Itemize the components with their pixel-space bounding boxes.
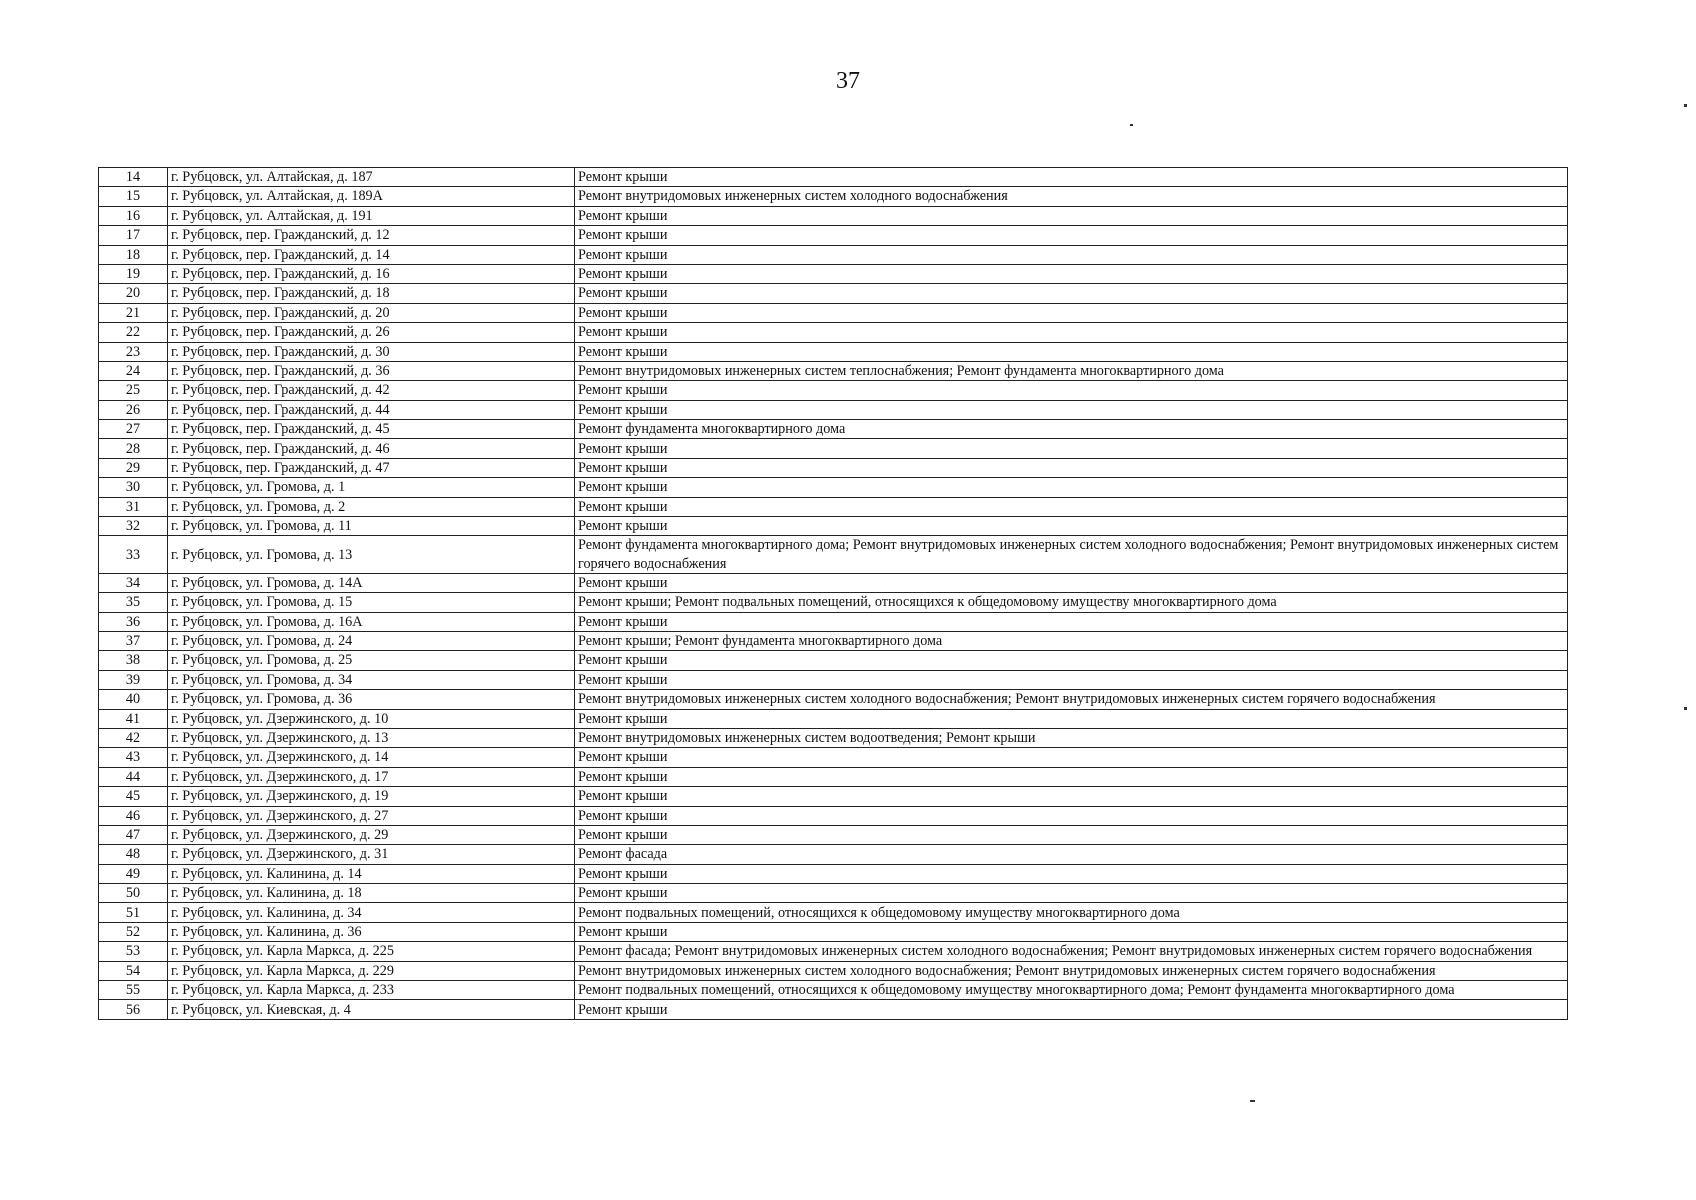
row-work-type: Ремонт внутридомовых инженерных систем водоотведения; Ремонт крыши — [575, 728, 1568, 747]
table-row — [99, 381, 1568, 400]
row-number: 33 — [99, 536, 168, 573]
row-address: г. Рубцовск, ул. Громова, д. 25 — [168, 651, 575, 670]
row-number: 54 — [99, 961, 168, 980]
table-row — [99, 323, 1568, 342]
row-work-type: Ремонт крыши — [575, 168, 1568, 187]
table-row — [99, 922, 1568, 941]
row-address: г. Рубцовск, ул. Калинина, д. 14 — [168, 864, 575, 883]
row-number: 42 — [99, 728, 168, 747]
row-number: 36 — [99, 612, 168, 631]
row-number: 44 — [99, 767, 168, 786]
row-work-type: Ремонт крыши — [575, 245, 1568, 264]
row-address: г. Рубцовск, ул. Алтайская, д. 189А — [168, 187, 575, 206]
row-address: г. Рубцовск, ул. Дзержинского, д. 14 — [168, 748, 575, 767]
row-number: 37 — [99, 632, 168, 651]
row-address: г. Рубцовск, ул. Громова, д. 15 — [168, 593, 575, 612]
row-address: г. Рубцовск, ул. Калинина, д. 34 — [168, 903, 575, 922]
row-work-type: Ремонт крыши — [575, 670, 1568, 689]
row-work-type: Ремонт крыши — [575, 323, 1568, 342]
row-work-type: Ремонт фасада — [575, 845, 1568, 864]
row-work-type: Ремонт крыши — [575, 381, 1568, 400]
table-row — [99, 400, 1568, 419]
row-work-type: Ремонт крыши — [575, 400, 1568, 419]
row-number: 22 — [99, 323, 168, 342]
row-address: г. Рубцовск, ул. Дзержинского, д. 17 — [168, 767, 575, 786]
row-address: г. Рубцовск, ул. Дзержинского, д. 29 — [168, 825, 575, 844]
row-address: г. Рубцовск, пер. Гражданский, д. 12 — [168, 226, 575, 245]
row-address: г. Рубцовск, ул. Дзержинского, д. 31 — [168, 845, 575, 864]
row-number: 21 — [99, 303, 168, 322]
table-row — [99, 420, 1568, 439]
row-address: г. Рубцовск, ул. Громова, д. 24 — [168, 632, 575, 651]
row-address: г. Рубцовск, ул. Карла Маркса, д. 229 — [168, 961, 575, 980]
table-row — [99, 651, 1568, 670]
row-address: г. Рубцовск, ул. Карла Маркса, д. 233 — [168, 981, 575, 1000]
row-number: 20 — [99, 284, 168, 303]
scan-speck — [1250, 1100, 1255, 1102]
row-address: г. Рубцовск, пер. Гражданский, д. 18 — [168, 284, 575, 303]
row-number: 53 — [99, 942, 168, 961]
table-row — [99, 187, 1568, 206]
row-work-type: Ремонт крыши — [575, 573, 1568, 592]
row-work-type: Ремонт крыши — [575, 206, 1568, 225]
row-address: г. Рубцовск, ул. Громова, д. 14А — [168, 573, 575, 592]
table-row — [99, 245, 1568, 264]
table-row — [99, 517, 1568, 536]
table-row — [99, 206, 1568, 225]
row-number: 16 — [99, 206, 168, 225]
row-address: г. Рубцовск, пер. Гражданский, д. 42 — [168, 381, 575, 400]
table-row — [99, 497, 1568, 516]
table-row — [99, 709, 1568, 728]
row-address: г. Рубцовск, ул. Киевская, д. 4 — [168, 1000, 575, 1019]
row-work-type: Ремонт крыши — [575, 264, 1568, 283]
row-work-type: Ремонт подвальных помещений, относящихся к общедомовому имуществу многоквартирного дома; Ремонт фундамента многоквартирного дома — [575, 981, 1568, 1000]
row-number: 30 — [99, 478, 168, 497]
row-address: г. Рубцовск, ул. Громова, д. 1 — [168, 478, 575, 497]
row-work-type: Ремонт крыши — [575, 767, 1568, 786]
table-row — [99, 612, 1568, 631]
row-work-type: Ремонт внутридомовых инженерных систем холодного водоснабжения — [575, 187, 1568, 206]
table-row — [99, 942, 1568, 961]
row-number: 35 — [99, 593, 168, 612]
row-work-type: Ремонт крыши — [575, 884, 1568, 903]
row-work-type: Ремонт крыши — [575, 439, 1568, 458]
row-work-type: Ремонт подвальных помещений, относящихся к общедомовому имуществу многоквартирного дома — [575, 903, 1568, 922]
table-row — [99, 342, 1568, 361]
table-row — [99, 806, 1568, 825]
row-work-type: Ремонт крыши — [575, 226, 1568, 245]
table-row — [99, 787, 1568, 806]
table-row — [99, 767, 1568, 786]
row-work-type: Ремонт внутридомовых инженерных систем холодного водоснабжения; Ремонт внутридомовых инженерных систем горячего водоснабжения — [575, 690, 1568, 709]
row-number: 18 — [99, 245, 168, 264]
row-work-type: Ремонт крыши — [575, 284, 1568, 303]
scan-speck — [1684, 707, 1687, 710]
row-number: 40 — [99, 690, 168, 709]
table-row — [99, 728, 1568, 747]
row-number: 19 — [99, 264, 168, 283]
row-work-type: Ремонт крыши — [575, 864, 1568, 883]
table-row — [99, 845, 1568, 864]
page-number: 37 — [836, 68, 860, 94]
table-row — [99, 961, 1568, 980]
row-work-type: Ремонт внутридомовых инженерных систем холодного водоснабжения; Ремонт внутридомовых инженерных систем горячего водоснабжения — [575, 961, 1568, 980]
row-number: 38 — [99, 651, 168, 670]
table-row — [99, 361, 1568, 380]
table-row — [99, 226, 1568, 245]
table-row — [99, 903, 1568, 922]
row-work-type: Ремонт крыши — [575, 825, 1568, 844]
row-address: г. Рубцовск, ул. Дзержинского, д. 13 — [168, 728, 575, 747]
table-row — [99, 303, 1568, 322]
housing-repair-table — [98, 167, 1568, 1020]
row-number: 28 — [99, 439, 168, 458]
row-address: г. Рубцовск, ул. Громова, д. 36 — [168, 690, 575, 709]
row-address: г. Рубцовск, ул. Громова, д. 13 — [168, 536, 575, 573]
row-number: 31 — [99, 497, 168, 516]
row-number: 48 — [99, 845, 168, 864]
row-number: 17 — [99, 226, 168, 245]
table-row — [99, 168, 1568, 187]
row-address: г. Рубцовск, пер. Гражданский, д. 30 — [168, 342, 575, 361]
row-work-type: Ремонт крыши — [575, 303, 1568, 322]
table-row — [99, 573, 1568, 592]
table-row — [99, 264, 1568, 283]
row-address: г. Рубцовск, ул. Калинина, д. 18 — [168, 884, 575, 903]
row-work-type: Ремонт крыши; Ремонт фундамента многоквартирного дома — [575, 632, 1568, 651]
row-address: г. Рубцовск, ул. Дзержинского, д. 19 — [168, 787, 575, 806]
scan-speck — [1684, 104, 1687, 107]
row-work-type: Ремонт крыши — [575, 651, 1568, 670]
row-work-type: Ремонт крыши — [575, 517, 1568, 536]
table-row — [99, 632, 1568, 651]
row-number: 43 — [99, 748, 168, 767]
table-row — [99, 458, 1568, 477]
row-address: г. Рубцовск, ул. Калинина, д. 36 — [168, 922, 575, 941]
row-number: 23 — [99, 342, 168, 361]
row-address: г. Рубцовск, ул. Алтайская, д. 191 — [168, 206, 575, 225]
row-number: 52 — [99, 922, 168, 941]
row-work-type: Ремонт внутридомовых инженерных систем теплоснабжения; Ремонт фундамента многоквартирного дома — [575, 361, 1568, 380]
row-address: г. Рубцовск, пер. Гражданский, д. 14 — [168, 245, 575, 264]
row-work-type: Ремонт крыши — [575, 922, 1568, 941]
row-number: 46 — [99, 806, 168, 825]
row-number: 25 — [99, 381, 168, 400]
row-number: 49 — [99, 864, 168, 883]
row-number: 24 — [99, 361, 168, 380]
row-number: 50 — [99, 884, 168, 903]
row-work-type: Ремонт крыши — [575, 748, 1568, 767]
row-address: г. Рубцовск, ул. Громова, д. 2 — [168, 497, 575, 516]
row-address: г. Рубцовск, пер. Гражданский, д. 26 — [168, 323, 575, 342]
row-work-type: Ремонт крыши — [575, 497, 1568, 516]
row-address: г. Рубцовск, ул. Громова, д. 16А — [168, 612, 575, 631]
row-work-type: Ремонт фундамента многоквартирного дома; Ремонт внутридомовых инженерных систем холодного водоснабжения; Ремонт внутридомовых инженерных систем горячего водоснабжения — [575, 536, 1568, 573]
table-row — [99, 864, 1568, 883]
table-row — [99, 981, 1568, 1000]
row-number: 26 — [99, 400, 168, 419]
table-body — [99, 168, 1568, 1020]
row-work-type: Ремонт крыши — [575, 806, 1568, 825]
table-row — [99, 439, 1568, 458]
row-address: г. Рубцовск, ул. Алтайская, д. 187 — [168, 168, 575, 187]
table-row — [99, 536, 1568, 573]
row-address: г. Рубцовск, пер. Гражданский, д. 44 — [168, 400, 575, 419]
row-address: г. Рубцовск, пер. Гражданский, д. 20 — [168, 303, 575, 322]
row-number: 39 — [99, 670, 168, 689]
row-address: г. Рубцовск, ул. Карла Маркса, д. 225 — [168, 942, 575, 961]
row-work-type: Ремонт крыши; Ремонт подвальных помещений, относящихся к общедомовому имуществу многоквартирного дома — [575, 593, 1568, 612]
row-address: г. Рубцовск, пер. Гражданский, д. 36 — [168, 361, 575, 380]
table-row — [99, 1000, 1568, 1019]
row-number: 55 — [99, 981, 168, 1000]
row-number: 34 — [99, 573, 168, 592]
table-row — [99, 690, 1568, 709]
row-address: г. Рубцовск, ул. Громова, д. 34 — [168, 670, 575, 689]
row-work-type: Ремонт крыши — [575, 478, 1568, 497]
row-number: 14 — [99, 168, 168, 187]
table-row — [99, 284, 1568, 303]
scan-speck — [1130, 124, 1133, 126]
row-number: 56 — [99, 1000, 168, 1019]
row-address: г. Рубцовск, пер. Гражданский, д. 46 — [168, 439, 575, 458]
row-work-type: Ремонт фасада; Ремонт внутридомовых инженерных систем холодного водоснабжения; Ремонт внутридомовых инженерных систем горячего водоснабжения — [575, 942, 1568, 961]
row-number: 32 — [99, 517, 168, 536]
row-work-type: Ремонт крыши — [575, 787, 1568, 806]
row-work-type: Ремонт крыши — [575, 458, 1568, 477]
row-work-type: Ремонт крыши — [575, 1000, 1568, 1019]
row-number: 15 — [99, 187, 168, 206]
table-row — [99, 748, 1568, 767]
row-address: г. Рубцовск, ул. Дзержинского, д. 10 — [168, 709, 575, 728]
table-row — [99, 670, 1568, 689]
table-row — [99, 478, 1568, 497]
row-number: 47 — [99, 825, 168, 844]
row-address: г. Рубцовск, ул. Громова, д. 11 — [168, 517, 575, 536]
row-number: 51 — [99, 903, 168, 922]
row-address: г. Рубцовск, ул. Дзержинского, д. 27 — [168, 806, 575, 825]
table-row — [99, 593, 1568, 612]
table-row — [99, 884, 1568, 903]
table-row — [99, 825, 1568, 844]
row-work-type: Ремонт фундамента многоквартирного дома — [575, 420, 1568, 439]
row-address: г. Рубцовск, пер. Гражданский, д. 16 — [168, 264, 575, 283]
row-work-type: Ремонт крыши — [575, 612, 1568, 631]
row-number: 29 — [99, 458, 168, 477]
row-address: г. Рубцовск, пер. Гражданский, д. 45 — [168, 420, 575, 439]
row-address: г. Рубцовск, пер. Гражданский, д. 47 — [168, 458, 575, 477]
row-number: 45 — [99, 787, 168, 806]
row-number: 41 — [99, 709, 168, 728]
row-work-type: Ремонт крыши — [575, 709, 1568, 728]
row-work-type: Ремонт крыши — [575, 342, 1568, 361]
row-number: 27 — [99, 420, 168, 439]
